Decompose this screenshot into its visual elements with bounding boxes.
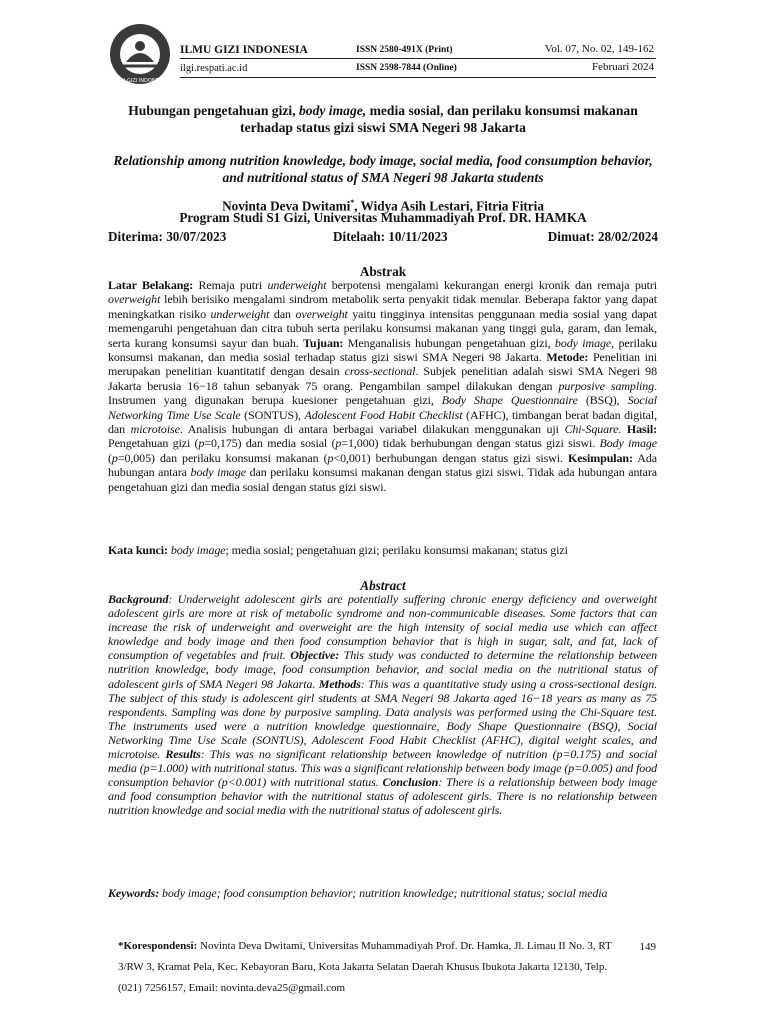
abstrak-run: Body image (599, 436, 657, 451)
title-id-run: Hubungan pengetahuan gizi, (128, 103, 299, 118)
abstrak-run: =1,000) tidak berhubungan dengan status gizi siswi. (341, 436, 600, 451)
abstract-run: Results (165, 747, 201, 762)
title-id-run: media sosial, dan perilaku konsumsi makanan terhadap status gizi siswi SMA Negeri 98 Jakarta (240, 103, 638, 135)
abstrak-run: Latar Belakang: (108, 278, 194, 292)
abstrak-run: dan (269, 306, 296, 321)
abstrak-run: p (327, 450, 334, 465)
abstract-run: This study was conducted to determine the relationship between nutrition knowledge, body image, food consumption behavior, and social media on the nutritional status of adolescent girls of SMA Negeri 98 Jakarta. (108, 648, 657, 691)
abstrak-run: microtoise (130, 422, 180, 437)
abstrak-run: underweight (210, 306, 270, 321)
abstrak-run: Ada hubungan antara (108, 450, 657, 480)
abstrak-run: purposive sampling (558, 378, 655, 393)
abstrak-run: (AFHC), timbangan berat badan digital, dan (108, 407, 657, 437)
abstrak-run: <0,001) berhubungan dengan status gizi siswi. (333, 450, 568, 465)
abstrak-run: body image (554, 335, 612, 350)
issn-online: ISSN 2598-7844 (Online) (356, 63, 457, 73)
abstrak-run: p (111, 450, 118, 465)
abstrak-run: =0,175) dan media sosial ( (204, 436, 336, 451)
abstrak-run: overweight (295, 306, 348, 321)
abstrak-run: Adolescent Food Habit Checklist (304, 407, 463, 422)
issue-date: Februari 2024 (591, 61, 654, 73)
authors-run: , Widya Asih Lestari, Fitria Fitria (354, 198, 544, 214)
abstract-run: : This was no significant relationship between knowledge of nutrition (p=0.175) and social media (p=1.000) with nutritional status. This was a significant relationship between body image (p=0.005) and food consumption behavior (p<0.001) with nutritional status. (108, 747, 658, 790)
abstract-run: Methods (318, 676, 361, 691)
volume-info: Vol. 07, No. 02, 149-162 (544, 43, 654, 55)
abstract-run: Objective: (290, 648, 340, 663)
abstract-run: Conclusion (382, 775, 439, 790)
keywords-run: body image; food consumption behavior; nutrition knowledge; nutritional status; social media (159, 886, 608, 900)
kata-kunci-run: ; media sosial; pengetahuan gizi; perilaku konsumsi makanan; status gizi (225, 543, 568, 557)
abstract-run: : This was a quantitative study using a cross-sectional design. The subject of this study is adolescent girl students at SMA Negeri 98 Jakarta aged 16−18 years as many as 75 respondents. Sampling was done by purposive sampling. Data analysis was performed using the Chi-Square test. The instruments used were a nutrition knowledge questionnaire, Body Shape Questionnaire (BSQ), Social Networking Time Use Scale (SONTUS), Adolescent Food Habit Checklist (AFHC), digital weight scales, and microtoise. (108, 676, 657, 762)
abstrak-run: body image (190, 465, 246, 480)
abstrak-run: cross-sectional (344, 364, 416, 379)
abstrak-run: , perilaku konsumsi makanan, dan media sosial terhadap status gizi siswi SMA Negeri 98 Jakarta. (108, 335, 657, 365)
correspondence-footnote (118, 936, 630, 999)
affiliation: Program Studi S1 Gizi, Universitas Muhammadiyah Prof. DR. HAMKA (179, 210, 587, 225)
header-divider (180, 58, 656, 59)
date-received: Diterima: 30/07/2023 (108, 229, 227, 244)
header-divider-bottom (180, 77, 656, 78)
correspondence-run: *Korespondensi: (118, 940, 198, 952)
kata-kunci-run: body image (170, 543, 226, 557)
abstrak-run: Body Shape Questionnaire (441, 393, 578, 408)
date-published: Dimuat: 28/02/2024 (547, 229, 658, 244)
abstract-run: : There is a relationship between body image and food consumption behavior with the nutritional status of adolescent girls. There is no relationship between nutrition knowledge and social media with the nutritional status of adolescent girls. (108, 775, 657, 818)
journal-name: ILMU GIZI INDONESIA (180, 44, 308, 56)
abstrak-run: . Subjek penelitian adalah siswi SMA Negeri 98 Jakarta berusia 16−18 tahun sebanyak 75 orang. Pengambilan sampel dilakukan dengan (108, 364, 657, 393)
title-indonesian (108, 102, 658, 136)
kata-kunci-run: Kata kunci: (108, 543, 168, 557)
abstrak-run: p (198, 436, 205, 451)
title-id-run: body image, (298, 103, 367, 118)
authors-run: * (350, 198, 355, 207)
abstrak-run: Pengetahuan gizi ( (108, 436, 199, 451)
abstrak-run: Metode: (546, 350, 589, 365)
abstrak-run: overweight (108, 292, 161, 307)
abstrak-run: . Analisis hubungan di antara berbagai variabel dilakukan menggunakan uji (179, 422, 565, 437)
abstrak-run: =0,005) dan perilaku konsumsi makanan ( (117, 450, 328, 465)
abstrak-run: Menganalisis hubungan pengetahuan gizi, (343, 335, 555, 350)
page-number: 149 (639, 941, 656, 953)
abstrak-run: berpotensi mengalami kekurangan energi kronik dan remaja putri (326, 278, 657, 292)
abstrak-run: Hasil: (626, 422, 657, 437)
correspondence-run: Novinta Deva Dwitami, Universitas Muhammadiyah Prof. Dr. Hamka, Jl. Limau II No. 3, RT 3/RW 3, Kramat Pela, Kec. Kebayoran Baru, Kota Jakarta Selatan Daerah Khusus Ibukota Jakarta 12130, Telp. (021) 7256157, Email: novinta.deva25@gmail.com (118, 940, 612, 994)
kata-kunci (108, 543, 657, 557)
abstrak-run: underweight (267, 278, 327, 292)
date-reviewed: Ditelaah: 10/11/2023 (333, 229, 448, 244)
abstrak-run: p (335, 436, 342, 451)
abstrak-run: Chi-Square (564, 422, 619, 437)
abstrak-run: Remaja putri (193, 278, 268, 292)
issn-print: ISSN 2580-491X (Print) (356, 45, 453, 55)
abstrak-run: Penelitian ini merupakan penelitian kuantitatif dengan desain (108, 350, 657, 379)
title-english: Relationship among nutrition knowledge, body image, social media, food consumption behavior, and nutritional status of SMA Negeri 98 Jakarta students (113, 153, 653, 185)
abstrak-heading: Abstrak (359, 264, 407, 279)
logo-ring-text: ILMU GIZI INDONESIA (113, 78, 167, 84)
abstrak-run: dan perilaku konsumsi makanan dengan status gizi siswi. Tidak ada hubungan antara pengetahuan gizi dan media sosial dengan status gizi siswi. (108, 465, 657, 494)
abstrak-run: (BSQ), (577, 393, 628, 408)
abstract-run: Background (108, 592, 169, 606)
abstrak-run: Kesimpulan: (567, 450, 633, 465)
authors-run: Novinta Deva Dwitami (222, 198, 351, 214)
abstrak-run: lebih berisiko mengalami sindrom metabolik serta penyakit tidak menular. Beberapa faktor yang dapat meningkatkan risiko (108, 292, 657, 321)
abstrak-run: (SONTUS), (240, 407, 305, 422)
abstrak-run: . (618, 422, 627, 437)
abstrak-run: Tujuan: (303, 335, 344, 350)
keywords (108, 886, 657, 900)
abstrak-run: Social Networking Time Use Scale (108, 393, 657, 422)
abstract-heading: Abstract (360, 578, 406, 593)
abstrak-run: . Instrumen yang digunakan berupa kuesioner pengetahuan gizi, (108, 378, 657, 408)
abstract-run: : Underweight adolescent girls are potentially suffering chronic energy deficiency and overweight adolescent girls are more at risk of metabolic syndrome and non-communicable diseases. Some factors that can increase the risk of underweight and overweight are the high intensity of social media use which can affect knowledge and body image and then food consumption behavior that is high in sugar, salt, and fat, lack of consumption of vegetables and fruit. (108, 592, 657, 663)
journal-url[interactable]: ilgi.respati.ac.id (180, 63, 248, 74)
keywords-run: Keywords: (108, 886, 160, 900)
abstrak-run: yaitu tingginya intensitas penggunaan media sosial yang dapat memengaruhi pengetahuan dan citra tubuh serta perilaku konsumsi makanan yang tinggi gula, garam, dan lemak, serta kurang konsumsi sayur dan buah. (108, 306, 657, 350)
abstrak-run: ( (108, 450, 112, 465)
abstrak-text (108, 278, 657, 494)
abstract-text (108, 592, 657, 818)
journal-logo (108, 22, 172, 86)
